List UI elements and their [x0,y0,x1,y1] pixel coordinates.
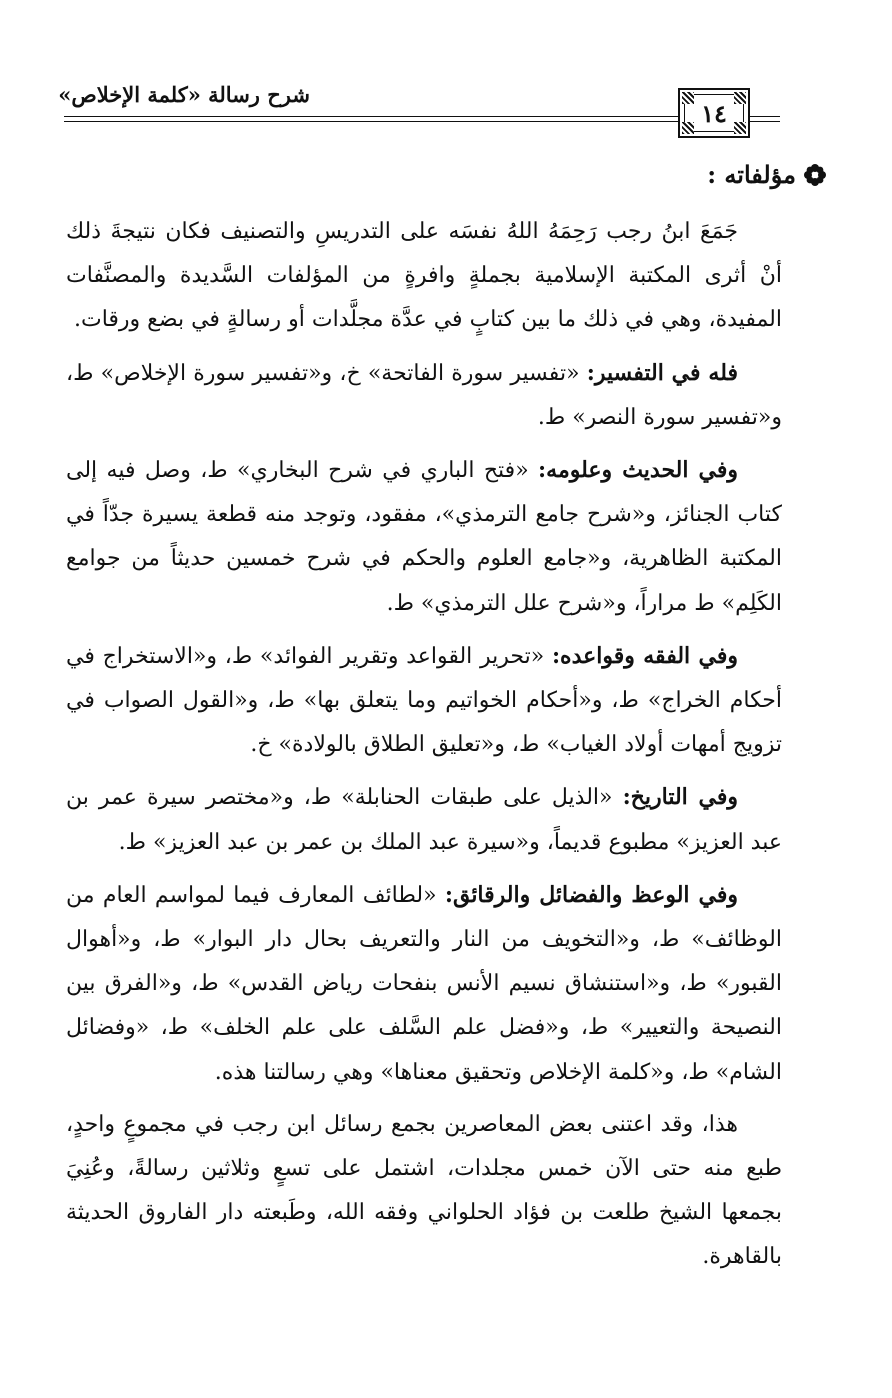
paragraph-intro [66,210,782,343]
body-text [66,210,782,1288]
paragraph-text: «تفسير سورة الفاتحة» خ، و«تفسير سورة الإخلاص» ط، و«تفسير سورة النصر» ط. [66,360,782,430]
paragraph-sermons [66,873,782,1095]
paragraph-text: جَمَعَ ابنُ رجب رَحِمَهُ اللهُ نفسَه على التدريسِ والتصنيف فكان نتيجةَ ذلك أنْ أثرى المكتبة الإسلامية بجملةٍ وافرةٍ من المؤلفات السَّديدة والمصنَّفات المفيدة، وهي في ذلك ما بين كتابٍ في عدَّة مجلَّدات أو رسالةٍ في بضع ورقات. [66,219,782,333]
paragraph-text: «لطائف المعارف فيما لمواسم العام من الوظائف» ط، و«التخويف من النار والتعريف بحال دار البوار» ط، و«أهوال القبور» ط، و«استنشاق نسيم الأنس بنفحات رياض القدس» ط، و«الفرق بين النصيحة والتعيير» ط، و«فضل علم السَّلف على علم الخلف» ط، «وفضائل الشام» ط، و«كلمة الإخلاص وتحقيق معناها» وهي رسالتنا هذه. [66,882,782,1085]
paragraph-lead: وفي التاريخ: [622,784,738,811]
paragraph-text: «فتح الباري في شرح البخاري» ط، وصل فيه إلى كتاب الجنائز، و«شرح جامع الترمذي»، مفقود، وتوجد منه قطعة يسيرة جدّاً في المكتبة الظاهرية، و«جامع العلوم والحكم في شرح خمسين حديثاً من جوامع الكَلِم» ط مراراً، و«شرح علل الترمذي» ط. [66,458,782,616]
page-number: ١٤ [701,99,727,128]
paragraph-text: «الذيل على طبقات الحنابلة» ط، و«مختصر سيرة عمر بن عبد العزيز» مطبوع قديماً، و«سيرة عبد الملك بن عمر بن عبد العزيز» ط. [66,785,782,855]
paragraph-history [66,775,782,864]
page-number-frame [678,88,750,138]
paragraph-fiqh [66,634,782,768]
header-rule [64,121,682,122]
running-header-title: شرح رسالة «كلمة الإخلاص» [58,82,310,107]
flower-icon [804,164,826,186]
paragraph-text: هذا، وقد اعتنى بعض المعاصرين بجمع رسائل ابن رجب في مجموعٍ واحدٍ، طبع منه حتى الآن خمس مجلدات، اشتمل على تسعٍ وثلاثين رسالةً، وعُنِيَ بجمعها الشيخ طلعت بن فؤاد الحلواني وفقه الله، وطَبعته دار الفاروق الحديثة بالقاهرة. [66,1111,782,1270]
header-rule [64,116,682,117]
paragraph-lead: وفي الفقه وقواعده: [551,642,738,669]
running-header [58,76,780,136]
paragraph-hadith [66,448,782,626]
paragraph-lead: وفي الحديث وعلومه: [538,457,739,484]
section-heading: مؤلفاته : [707,160,796,189]
paragraph-lead: فله في التفسير: [586,359,738,386]
paragraph-lead: وفي الوعظ والفضائل والرقائق: [444,881,738,908]
header-rule [748,116,780,117]
paragraph-tafsir [66,351,782,440]
header-rule [748,121,780,122]
paragraph-text: «تحرير القواعد وتقرير الفوائد» ط، و«الاستخراج في أحكام الخراج» ط، و«أحكام الخواتيم وما يتعلق بها» ط، و«القول الصواب في تزويج أمهات أولاد الغياب» ط، و«تعليق الطلاق بالولادة» خ. [66,643,782,758]
paragraph-collection [66,1103,782,1280]
